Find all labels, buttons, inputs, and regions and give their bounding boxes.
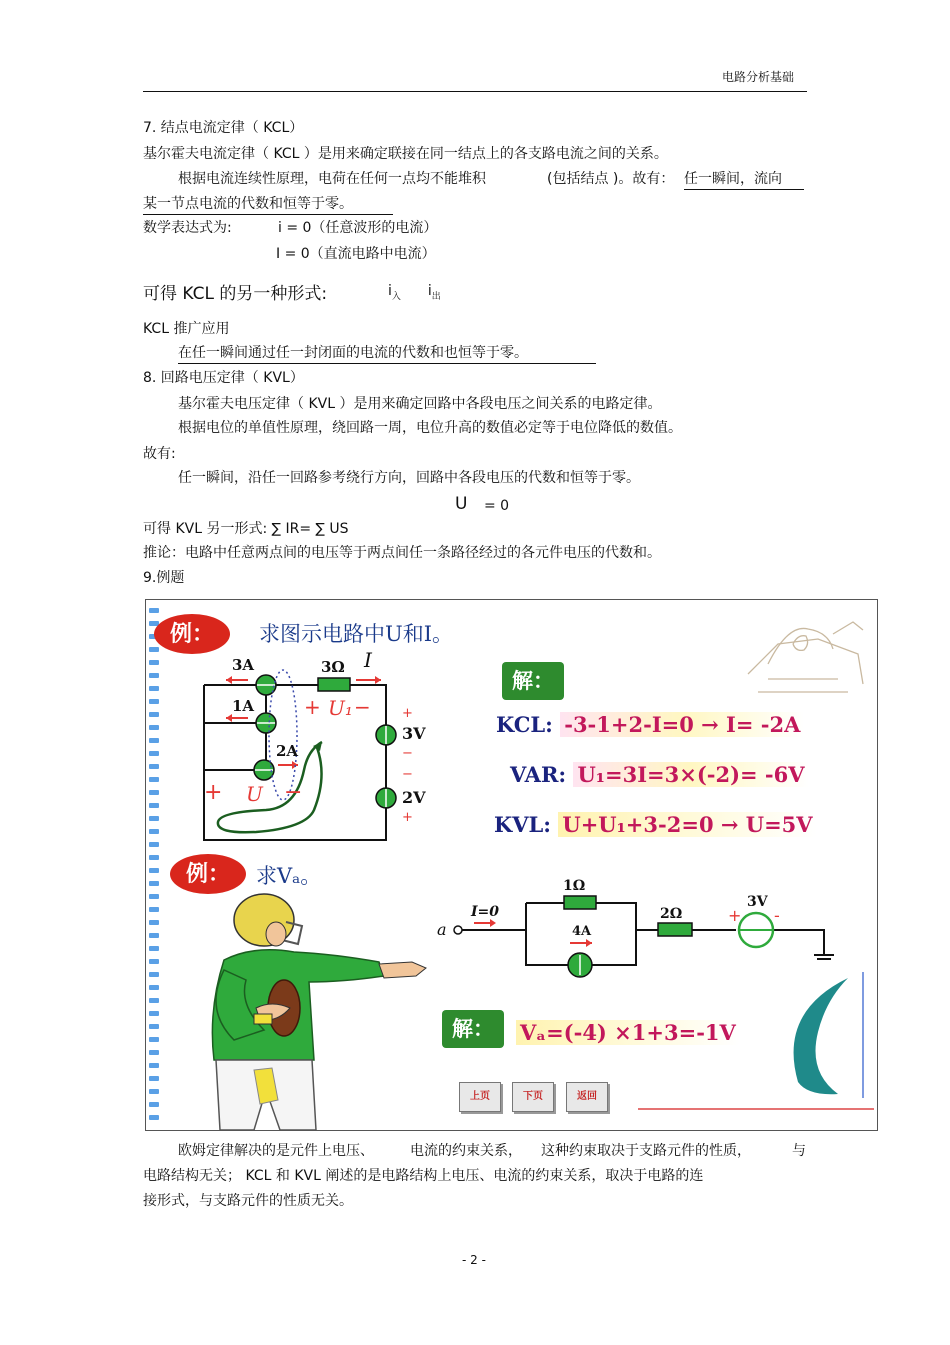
var-solution-expr: U₁=3I=3×(-2)= -6V (573, 762, 808, 787)
var-solution (510, 762, 809, 787)
closing-line-1d: 与 (792, 1143, 806, 1159)
kcl-principle-c: 任一瞬间，流向 (684, 170, 804, 190)
ribbon-tick (149, 829, 159, 834)
kcl-principle-d: 某一节点电流的代数和恒等于零。 (143, 195, 393, 215)
kvl-principle: 根据电位的单值性原理，绕回路一周，电位升高的数值必定等于电位降低的数值。 (178, 420, 682, 436)
current-source-4a (568, 953, 592, 977)
label-2v-minus: − (402, 767, 413, 782)
label-3v: 3V (402, 724, 426, 743)
ribbon-tick (149, 673, 159, 678)
ribbon-tick (149, 725, 159, 730)
solution-badge-2: 解： (442, 1010, 504, 1048)
current-source-2a (254, 760, 274, 780)
i-out-sub: 出 (431, 292, 441, 302)
bottom-accent-line (638, 1108, 874, 1110)
ribbon-tick (149, 699, 159, 704)
section-7-title: 7. 结点电流定律（ KCL） (143, 120, 304, 136)
kcl-extension-title: KCL 推广应用 (143, 321, 230, 337)
header-title: 电路分析基础 (722, 70, 795, 84)
ribbon-tick (149, 972, 159, 977)
label-3v-plus: + (402, 706, 413, 721)
ribbon-tick (149, 1076, 159, 1081)
ribbon-tick (149, 881, 159, 886)
kcl-solution (496, 712, 804, 737)
circuit-1 (196, 650, 456, 850)
ribbon-tick (149, 1011, 159, 1016)
closing-line-1c: 这种约束取决于支路元件的性质， (541, 1143, 751, 1159)
section-8-title: 8. 回路电压定律（ KVL） (143, 370, 304, 386)
example-badge-2: 例： (170, 854, 246, 894)
label-3v-minus: − (402, 746, 413, 761)
ribbon-tick (149, 816, 159, 821)
kcl-principle-b: (包括结点 )。故有： (547, 171, 675, 187)
ribbon-tick (149, 920, 159, 925)
label-u1-minus: − (354, 695, 371, 719)
solution-badge-1: 解： (502, 662, 564, 700)
closing-line-1b: 电流的约束关系， (410, 1143, 522, 1159)
kvl-solution-label: KVL: (494, 812, 552, 837)
ribbon-tick (149, 1050, 159, 1055)
closing-line-1a: 欧姆定律解决的是元件上电压、 (178, 1143, 374, 1159)
example-2-prompt: 求Vₐ。 (256, 864, 322, 888)
kvl-solution-expr: U+U₁+3-2=0 → U=5V (558, 812, 816, 837)
crescent-decoration (768, 972, 868, 1098)
ribbon-tick (149, 647, 159, 652)
prev-page-button[interactable]: 上页 (459, 1082, 501, 1112)
next-page-button[interactable]: 下页 (512, 1082, 554, 1112)
label-u-plus: + (204, 780, 223, 805)
ribbon-tick (149, 608, 159, 613)
ribbon-tick (149, 777, 159, 782)
i-in-sub: 入 (391, 292, 401, 302)
return-button[interactable]: 返回 (566, 1082, 608, 1112)
label-2ohm: 2Ω (660, 906, 683, 922)
kcl-principle-a: 根据电流连续性原理，电荷在任何一点均不能堆积 (178, 171, 486, 187)
closing-line-3: 接形式，与支路元件的性质无关。 (143, 1193, 353, 1209)
resistor-1ohm (564, 896, 596, 909)
current-source-1a (256, 713, 276, 733)
ribbon-tick (149, 1063, 159, 1068)
voltage-source-3v (376, 725, 396, 745)
ribbon-tick (149, 868, 159, 873)
kvl-eq-u: U (455, 494, 468, 514)
label-i0: I=0 (471, 904, 500, 920)
kcl-alt-form-label: 可得 KCL 的另一种形式: (143, 284, 328, 304)
label-u-minus: − (284, 780, 303, 805)
label-u: U (246, 782, 263, 806)
label-1a: 1A (232, 697, 255, 715)
ribbon-tick (149, 855, 159, 860)
ribbon-tick (149, 894, 159, 899)
slide-ribbon (146, 600, 160, 1130)
ribbon-tick (149, 907, 159, 912)
ribbon-tick (149, 751, 159, 756)
sketch-illustration (738, 604, 873, 699)
label-2a: 2A (276, 742, 299, 760)
page-number: - 2 - (462, 1253, 486, 1267)
kvl-alt-form: 可得 KVL 另一形式: ∑ IR= ∑ US (143, 521, 349, 537)
ribbon-tick (149, 842, 159, 847)
label-u1-plus: + (304, 695, 321, 719)
ribbon-tick (149, 1089, 159, 1094)
kvl-definition: 基尔霍夫电压定律（ KVL ）是用来确定回路中各段电压之间关系的电路定律。 (178, 396, 662, 412)
kvl-statement: 任一瞬间，沿任一回路参考绕行方向，回路中各段电压的代数和恒等于零。 (178, 470, 640, 486)
ribbon-tick (149, 1024, 159, 1029)
kcl-alt-form-expr (388, 282, 441, 302)
ribbon-tick (149, 712, 159, 717)
label-3v-2-plus: + (728, 906, 742, 925)
ribbon-tick (149, 660, 159, 665)
va-solution (516, 1020, 740, 1045)
i-out: i (427, 283, 432, 299)
ribbon-tick (149, 985, 159, 990)
kvl-solution (494, 812, 817, 837)
example-slide (145, 599, 878, 1131)
label-node-a: a (437, 920, 447, 939)
label-1ohm: 1Ω (563, 878, 586, 894)
label-3a: 3A (232, 656, 255, 674)
label-3ohm: 3Ω (321, 658, 345, 676)
closing-line-2: 电路结构无关； KCL 和 KVL 阐述的是电路结构上电压、电流的约束关系，取决于电路的连 (143, 1168, 704, 1184)
va-solution-expr: Vₐ=(-4) ×1+3=-1V (516, 1020, 740, 1045)
label-3v-2: 3V (747, 894, 768, 910)
i-in: i (388, 283, 392, 299)
var-solution-label: VAR: (510, 762, 567, 787)
math-expr-label: 数学表达式为: (143, 220, 232, 236)
ribbon-tick (149, 1102, 159, 1107)
kcl-eq-dc: I = 0（直流电路中电流） (276, 246, 436, 262)
ribbon-tick (149, 1115, 159, 1120)
resistor-3ohm (318, 678, 350, 691)
ribbon-tick (149, 803, 159, 808)
football-player-illustration (194, 890, 444, 1130)
kvl-eq-zero: = 0 (484, 498, 510, 514)
kcl-definition: 基尔霍夫电流定律（ KCL ）是用来确定联接在同一结点上的各支路电流之间的关系。 (143, 146, 668, 162)
resistor-2ohm (658, 923, 692, 936)
node-a-terminal (454, 926, 462, 934)
ribbon-tick (149, 998, 159, 1003)
kvl-inference: 推论：电路中任意两点间的电压等于两点间任一条路径经过的各元件电压的代数和。 (143, 545, 661, 561)
label-current-i: I (364, 648, 372, 672)
kcl-solution-expr: -3-1+2-I=0 → I= -2A (560, 712, 804, 737)
ribbon-tick (149, 686, 159, 691)
kvl-therefore: 故有: (143, 446, 176, 462)
section-9-title: 9.例题 (143, 570, 185, 586)
kcl-extension-text: 在任一瞬间通过任一封闭面的电流的代数和也恒等于零。 (178, 344, 596, 364)
kcl-solution-label: KCL: (496, 712, 553, 737)
label-u1: U₁ (328, 696, 353, 720)
label-2v: 2V (402, 788, 426, 807)
label-3v-2-minus: - (774, 906, 780, 925)
example-badge-1: 例： (154, 614, 230, 654)
ribbon-tick (149, 790, 159, 795)
ribbon-tick (149, 933, 159, 938)
label-2v-plus: + (402, 810, 413, 825)
ribbon-tick (149, 946, 159, 951)
header-rule (143, 91, 807, 92)
label-4a: 4A (572, 924, 592, 939)
circuit-2 (446, 875, 846, 985)
ribbon-tick (149, 764, 159, 769)
kcl-eq-any: i = 0（任意波形的电流） (278, 220, 438, 236)
ribbon-tick (149, 738, 159, 743)
voltage-source-2v (376, 788, 396, 808)
ribbon-tick (149, 1037, 159, 1042)
ribbon-tick (149, 959, 159, 964)
example-1-prompt: 求图示电路中U和I。 (259, 622, 453, 646)
